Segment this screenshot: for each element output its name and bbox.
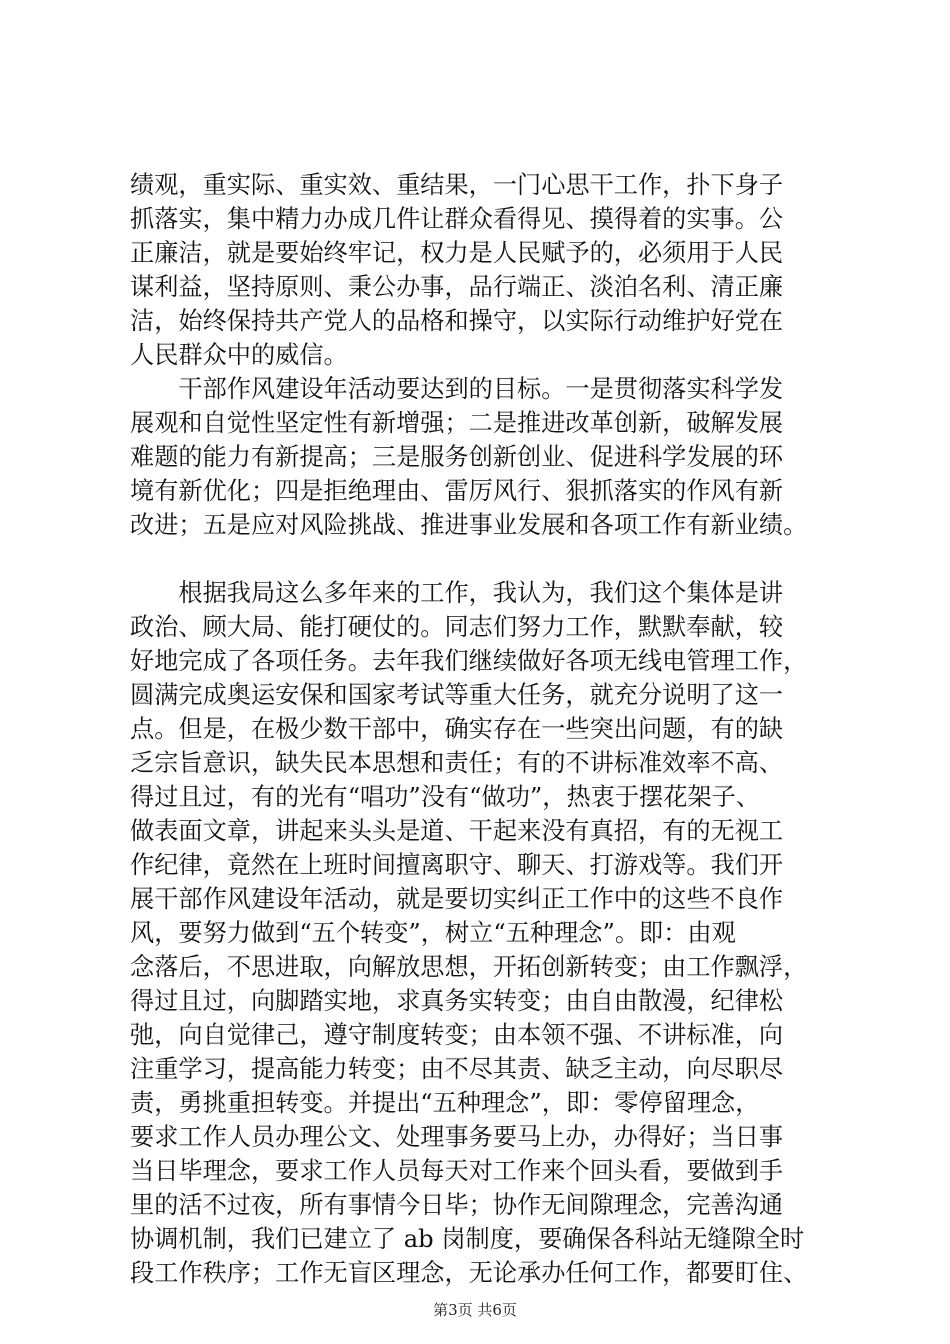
text-line: 政治、顾大局、能打硬仗的。同志们努力工作，默默奉献，较: [130, 613, 784, 641]
text-line: 乏宗旨意识，缺失民本思想和责任；有的不讲标准效率不高、: [130, 749, 784, 777]
text-line: 展干部作风建设年活动，就是要切实纠正工作中的这些不良作: [130, 885, 784, 913]
text-line: 得过且过，有的光有“唱功”没有“做功”，热衷于摆花架子、: [130, 783, 760, 811]
text-line: 当日毕理念，要求工作人员每天对工作来个回头看，要做到手: [130, 1157, 784, 1185]
text-line: 好地完成了各项任务。去年我们继续做好各项无线电管理工作，: [130, 647, 808, 675]
text-line: 里的活不过夜，所有事情今日毕；协作无间隙理念，完善沟通: [130, 1191, 784, 1219]
text-line: 点。但是，在极少数干部中，确实存在一些突出问题，有的缺: [130, 715, 784, 743]
text-line: 根据我局这么多年来的工作，我认为，我们这个集体是讲: [130, 579, 784, 607]
text-line: 注重学习，提高能力转变；由不尽其责、缺乏主动，向尽职尽: [130, 1055, 784, 1083]
text-line: 协调机制，我们已建立了 ab 岗制度，要确保各科站无缝隙全时: [130, 1225, 805, 1253]
text-line: 责，勇挑重担转变。并提出“五种理念”，即：零停留理念，: [130, 1089, 760, 1117]
text-line: 抓落实，集中精力办成几件让群众看得见、摸得着的实事。公: [130, 205, 784, 233]
text-line: 境有新优化；四是拒绝理由、雷厉风行、狠抓落实的作风有新: [130, 477, 784, 505]
text-line: 干部作风建设年活动要达到的目标。一是贯彻落实科学发: [130, 375, 784, 403]
text-line: 洁，始终保持共产党人的品格和操守，以实际行动维护好党在: [130, 307, 784, 335]
text-line: 正廉洁，就是要始终牢记，权力是人民赋予的，必须用于人民: [130, 239, 784, 267]
text-line: 作纪律，竟然在上班时间擅离职守、聊天、打游戏等。我们开: [130, 851, 784, 879]
text-line: 展观和自觉性坚定性有新增强；二是推进改革创新，破解发展: [130, 409, 784, 437]
text-line: 风，要努力做到“五个转变”，树立“五种理念”。即：由观: [130, 919, 736, 947]
text-line: 绩观，重实际、重实效、重结果，一门心思干工作，扑下身子: [130, 171, 784, 199]
text-line: 要求工作人员办理公文、处理事务要马上办，办得好；当日事: [130, 1123, 784, 1151]
page-number: 第3页 共6页: [433, 1301, 517, 1319]
text-line: 段工作秩序；工作无盲区理念，无论承办任何工作，都要盯住、: [130, 1259, 808, 1287]
text-line: 人民群众中的威信。: [130, 341, 348, 369]
text-line: 念落后，不思进取，向解放思想，开拓创新转变；由工作飘浮，: [130, 953, 808, 981]
text-line: 得过且过，向脚踏实地，求真务实转变；由自由散漫，纪律松: [130, 987, 784, 1015]
text-line: 改进；五是应对风险挑战、推进事业发展和各项工作有新业绩。: [130, 511, 808, 539]
text-line: 做表面文章，讲起来头头是道、干起来没有真招，有的无视工: [130, 817, 784, 845]
text-line: 弛，向自觉律己，遵守制度转变；由本领不强、不讲标准，向: [130, 1021, 784, 1049]
text-line: 难题的能力有新提高；三是服务创新创业、促进科学发展的环: [130, 443, 784, 471]
text-line: 谋利益，坚持原则、秉公办事，品行端正、淡泊名利、清正廉: [130, 273, 784, 301]
text-line: 圆满完成奥运安保和国家考试等重大任务，就充分说明了这一: [130, 681, 784, 709]
